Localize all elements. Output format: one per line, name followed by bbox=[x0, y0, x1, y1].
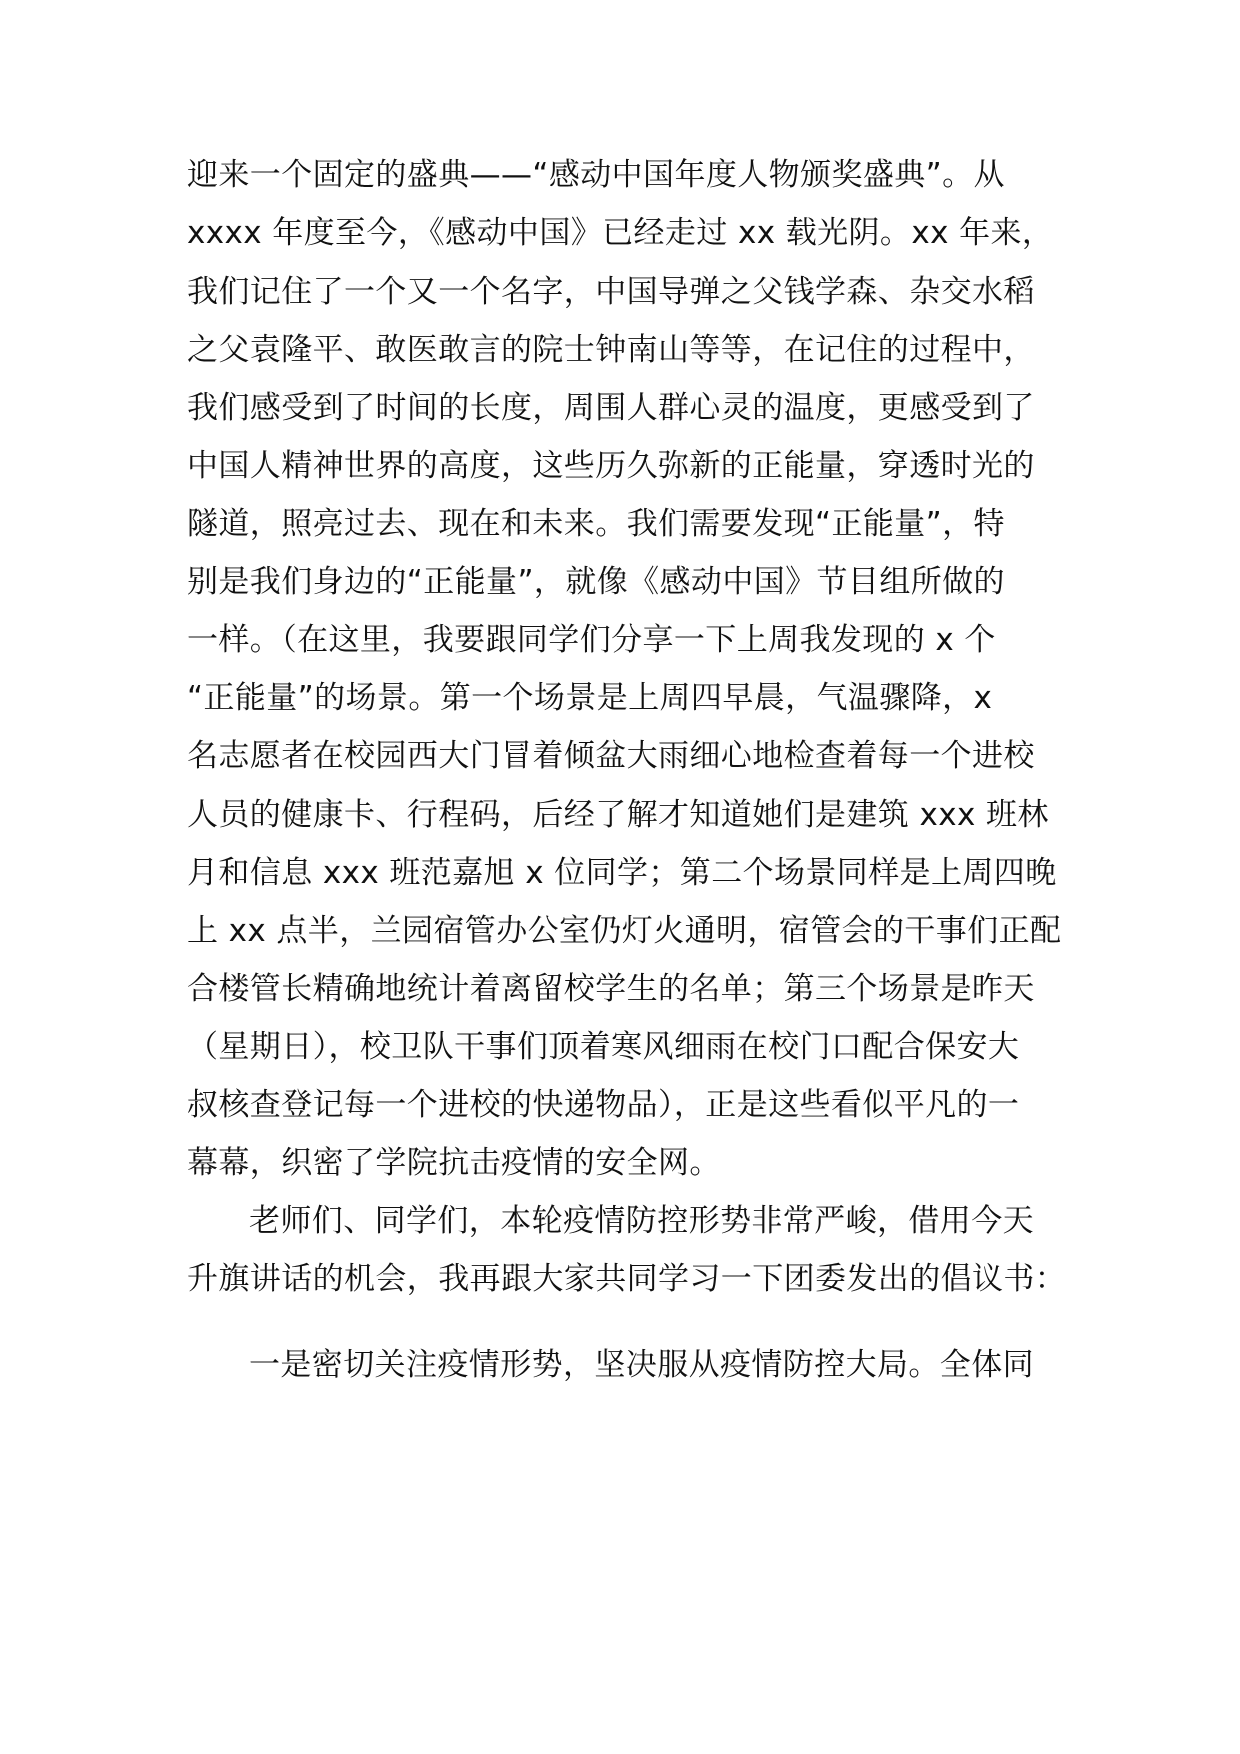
text-line-19-indented: 老师们、同学们，本轮疫情防控形势非常严峻，借用今天 bbox=[249, 1203, 1034, 1239]
text-line-21-indented: 一是密切关注疫情形势，坚决服从疫情防控大局。全体同 bbox=[249, 1347, 1034, 1383]
text-line-1: 迎来一个固定的盛典——“感动中国年度人物颁奖盛典”。从 bbox=[187, 157, 1005, 193]
text-line-8: 别是我们身边的“正能量”，就像《感动中国》节目组所做的 bbox=[187, 564, 1005, 600]
text-line-20: 升旗讲话的机会，我再跟大家共同学习一下团委发出的倡议书： bbox=[187, 1261, 1067, 1297]
text-line-13: 月和信息 xxx 班范嘉旭 x 位同学；第二个场景同样是上周四晚 bbox=[187, 855, 1057, 891]
text-line-11: 名志愿者在校园西大门冒着倾盆大雨细心地检查着每一个进校 bbox=[187, 738, 1035, 774]
text-line-10: “正能量”的场景。第一个场景是上周四早晨，气温骤降，x bbox=[187, 680, 993, 716]
text-line-4: 之父袁隆平、敢医敢言的院士钟南山等等，在记住的过程中， bbox=[187, 332, 1035, 368]
text-line-3: 我们记住了一个又一个名字，中国导弹之父钱学森、杂交水稻 bbox=[187, 274, 1035, 310]
text-line-17: 叔核查登记每一个进校的快递物品），正是这些看似平凡的一 bbox=[187, 1087, 1020, 1123]
text-line-12: 人员的健康卡、行程码，后经了解才知道她们是建筑 xxx 班林 bbox=[187, 797, 1049, 833]
text-line-14: 上 xx 点半，兰园宿管办公室仍灯火通明，宿管会的干事们正配 bbox=[187, 913, 1062, 949]
text-line-15: 合楼管长精确地统计着离留校学生的名单；第三个场景是昨天 bbox=[187, 971, 1035, 1007]
text-line-2: xxxx 年度至今，《感动中国》已经走过 xx 载光阴。xx 年来， bbox=[187, 215, 1054, 251]
text-line-7: 隧道，照亮过去、现在和未来。我们需要发现“正能量”，特 bbox=[187, 506, 1005, 542]
text-line-16: （星期日），校卫队干事们顶着寒风细雨在校门口配合保安大 bbox=[187, 1029, 1020, 1065]
text-line-18: 幕幕，织密了学院抗击疫情的安全网。 bbox=[187, 1145, 721, 1181]
text-line-9: 一样。（在这里，我要跟同学们分享一下上周我发现的 x 个 bbox=[187, 622, 996, 658]
text-line-5: 我们感受到了时间的长度，周围人群心灵的温度，更感受到了 bbox=[187, 390, 1035, 426]
text-line-6: 中国人精神世界的高度，这些历久弥新的正能量，穿透时光的 bbox=[187, 448, 1035, 484]
